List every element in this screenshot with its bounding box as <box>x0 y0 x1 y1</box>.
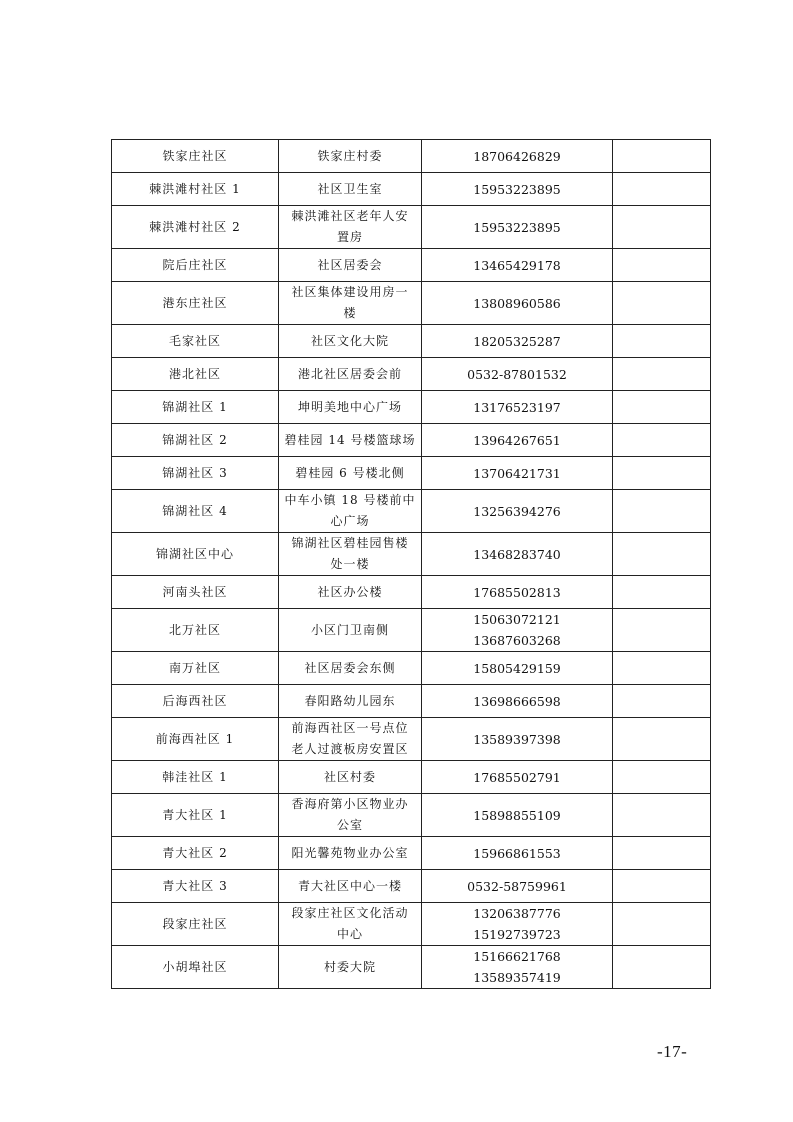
table-row <box>112 457 711 490</box>
location-cell <box>279 652 422 685</box>
location-line: 小区门卫南侧 <box>310 622 389 637</box>
community-name-cell: 锦湖社区 3 <box>112 457 279 490</box>
location-cell <box>279 325 422 358</box>
location-line: 碧桂园 14 号楼篮球场 <box>284 432 416 447</box>
location-cell <box>279 140 422 173</box>
phone-number: 13176523197 <box>473 399 561 415</box>
location-cell <box>279 718 422 761</box>
table-row <box>112 391 711 424</box>
note-cell <box>613 685 711 718</box>
table-row <box>112 173 711 206</box>
location-cell <box>279 761 422 794</box>
location-line: 铁家庄村委 <box>317 148 383 163</box>
note-cell <box>613 140 711 173</box>
phone-number: 0532-58759961 <box>467 878 567 894</box>
phone-cell <box>422 325 613 358</box>
page-number: -17- <box>657 1042 688 1061</box>
community-name-cell: 前海西社区 1 <box>112 718 279 761</box>
location-cell <box>279 903 422 946</box>
location-line: 中心 <box>336 927 363 941</box>
location-line: 置房 <box>336 230 363 244</box>
location-line: 碧桂园 6 号楼北侧 <box>295 465 405 480</box>
contact-table-container <box>111 139 710 989</box>
location-line: 春阳路幼儿园东 <box>304 693 396 708</box>
table-row <box>112 206 711 249</box>
phone-number: 15063072121 <box>473 612 561 627</box>
phone-number: 13687603268 <box>473 633 561 648</box>
phone-number: 13206387776 <box>473 906 561 921</box>
table-row <box>112 837 711 870</box>
community-name-cell: 棘洪滩村社区 1 <box>112 173 279 206</box>
community-name-cell: 锦湖社区 4 <box>112 490 279 533</box>
table-row <box>112 249 711 282</box>
location-line: 棘洪滩社区老年人安 <box>291 209 409 223</box>
location-cell <box>279 206 422 249</box>
phone-cell <box>422 391 613 424</box>
location-cell <box>279 794 422 837</box>
location-line: 社区居委会东侧 <box>304 660 396 675</box>
phone-number: 15166621768 <box>473 949 561 964</box>
phone-cell <box>422 576 613 609</box>
location-line: 香海府第小区物业办 <box>291 797 409 811</box>
phone-number: 15192739723 <box>473 927 561 942</box>
phone-number: 15953223895 <box>473 181 561 197</box>
phone-cell <box>422 249 613 282</box>
phone-number: 0532-87801532 <box>467 366 567 382</box>
community-name-cell: 河南头社区 <box>112 576 279 609</box>
phone-number: 18205325287 <box>473 333 561 349</box>
note-cell <box>613 490 711 533</box>
location-cell <box>279 358 422 391</box>
phone-cell <box>422 457 613 490</box>
note-cell <box>613 325 711 358</box>
location-line: 社区卫生室 <box>317 181 383 196</box>
location-line: 阳光馨苑物业办公室 <box>291 845 409 860</box>
location-line: 村委大院 <box>323 959 376 974</box>
location-cell <box>279 249 422 282</box>
phone-number: 15953223895 <box>473 219 561 235</box>
note-cell <box>613 249 711 282</box>
location-line: 社区集体建设用房一 <box>291 285 409 299</box>
location-line: 社区文化大院 <box>310 333 389 348</box>
phone-number: 15805429159 <box>473 660 561 676</box>
community-name-cell: 后海西社区 <box>112 685 279 718</box>
community-name-cell: 韩洼社区 1 <box>112 761 279 794</box>
community-name-cell: 南万社区 <box>112 652 279 685</box>
community-name-cell: 棘洪滩村社区 2 <box>112 206 279 249</box>
note-cell <box>613 794 711 837</box>
community-name-cell: 港北社区 <box>112 358 279 391</box>
note-cell <box>613 391 711 424</box>
community-name-cell: 段家庄社区 <box>112 903 279 946</box>
community-name-cell: 青大社区 1 <box>112 794 279 837</box>
table-row <box>112 903 711 946</box>
location-line: 坤明美地中心广场 <box>297 399 402 414</box>
community-name-cell: 锦湖社区 2 <box>112 424 279 457</box>
location-cell <box>279 173 422 206</box>
table-row <box>112 761 711 794</box>
table-row <box>112 946 711 989</box>
table-row <box>112 652 711 685</box>
phone-cell <box>422 173 613 206</box>
table-row <box>112 490 711 533</box>
table-row <box>112 609 711 652</box>
location-line: 公室 <box>336 818 363 832</box>
phone-number: 13256394276 <box>473 503 561 519</box>
phone-number: 13589357419 <box>473 970 561 985</box>
note-cell <box>613 652 711 685</box>
location-cell <box>279 424 422 457</box>
phone-cell <box>422 533 613 576</box>
location-cell <box>279 609 422 652</box>
phone-cell <box>422 946 613 989</box>
location-line: 楼 <box>343 306 357 320</box>
note-cell <box>613 358 711 391</box>
phone-number: 13589397398 <box>473 731 561 747</box>
table-row <box>112 685 711 718</box>
community-name-cell: 毛家社区 <box>112 325 279 358</box>
community-name-cell: 小胡埠社区 <box>112 946 279 989</box>
location-line: 社区村委 <box>323 769 376 784</box>
phone-cell <box>422 490 613 533</box>
note-cell <box>613 718 711 761</box>
phone-cell <box>422 761 613 794</box>
community-name-cell: 铁家庄社区 <box>112 140 279 173</box>
location-line: 港北社区居委会前 <box>297 366 402 381</box>
location-cell <box>279 282 422 325</box>
note-cell <box>613 761 711 794</box>
location-cell <box>279 685 422 718</box>
note-cell <box>613 946 711 989</box>
phone-cell <box>422 609 613 652</box>
phone-number: 13808960586 <box>473 295 561 311</box>
community-name-cell: 锦湖社区 1 <box>112 391 279 424</box>
location-cell <box>279 457 422 490</box>
phone-cell <box>422 282 613 325</box>
location-line: 社区居委会 <box>317 257 383 272</box>
note-cell <box>613 903 711 946</box>
community-name-cell: 青大社区 2 <box>112 837 279 870</box>
phone-number: 18706426829 <box>473 148 561 164</box>
contact-table <box>111 139 711 989</box>
table-row <box>112 325 711 358</box>
table-row <box>112 140 711 173</box>
phone-number: 13698666598 <box>473 693 561 709</box>
location-cell <box>279 533 422 576</box>
location-line: 中车小镇 18 号楼前中 <box>284 493 416 507</box>
phone-cell <box>422 718 613 761</box>
location-cell <box>279 946 422 989</box>
phone-cell <box>422 903 613 946</box>
note-cell <box>613 173 711 206</box>
location-cell <box>279 490 422 533</box>
location-line: 社区办公楼 <box>317 584 383 599</box>
location-cell <box>279 837 422 870</box>
phone-number: 15898855109 <box>473 807 561 823</box>
note-cell <box>613 206 711 249</box>
location-line: 锦湖社区碧桂园售楼 <box>291 536 409 550</box>
phone-number: 13706421731 <box>473 465 561 481</box>
location-cell <box>279 391 422 424</box>
location-line: 青大社区中心一楼 <box>297 878 402 893</box>
location-line: 段家庄社区文化活动 <box>291 906 409 920</box>
phone-cell <box>422 140 613 173</box>
community-name-cell: 港东庄社区 <box>112 282 279 325</box>
note-cell <box>613 576 711 609</box>
note-cell <box>613 282 711 325</box>
location-line: 心广场 <box>330 514 370 528</box>
phone-cell <box>422 424 613 457</box>
location-line: 处一楼 <box>330 557 370 571</box>
phone-cell <box>422 870 613 903</box>
phone-number: 13465429178 <box>473 257 561 273</box>
table-row <box>112 870 711 903</box>
table-body <box>112 140 711 989</box>
phone-cell <box>422 837 613 870</box>
phone-cell <box>422 794 613 837</box>
phone-number: 17685502791 <box>473 769 561 785</box>
phone-cell <box>422 652 613 685</box>
phone-number: 13468283740 <box>473 546 561 562</box>
phone-number: 15966861553 <box>473 845 561 861</box>
location-line: 老人过渡板房安置区 <box>291 742 409 756</box>
phone-cell <box>422 685 613 718</box>
phone-cell <box>422 206 613 249</box>
location-cell <box>279 870 422 903</box>
table-row <box>112 718 711 761</box>
table-row <box>112 533 711 576</box>
community-name-cell: 青大社区 3 <box>112 870 279 903</box>
table-row <box>112 576 711 609</box>
location-line: 前海西社区一号点位 <box>291 721 409 735</box>
note-cell <box>613 457 711 490</box>
note-cell <box>613 837 711 870</box>
note-cell <box>613 424 711 457</box>
phone-number: 13964267651 <box>473 432 561 448</box>
table-row <box>112 282 711 325</box>
table-row <box>112 424 711 457</box>
community-name-cell: 锦湖社区中心 <box>112 533 279 576</box>
phone-cell <box>422 358 613 391</box>
note-cell <box>613 609 711 652</box>
phone-number: 17685502813 <box>473 584 561 600</box>
table-row <box>112 794 711 837</box>
table-row <box>112 358 711 391</box>
community-name-cell: 院后庄社区 <box>112 249 279 282</box>
note-cell <box>613 533 711 576</box>
note-cell <box>613 870 711 903</box>
community-name-cell: 北万社区 <box>112 609 279 652</box>
location-cell <box>279 576 422 609</box>
